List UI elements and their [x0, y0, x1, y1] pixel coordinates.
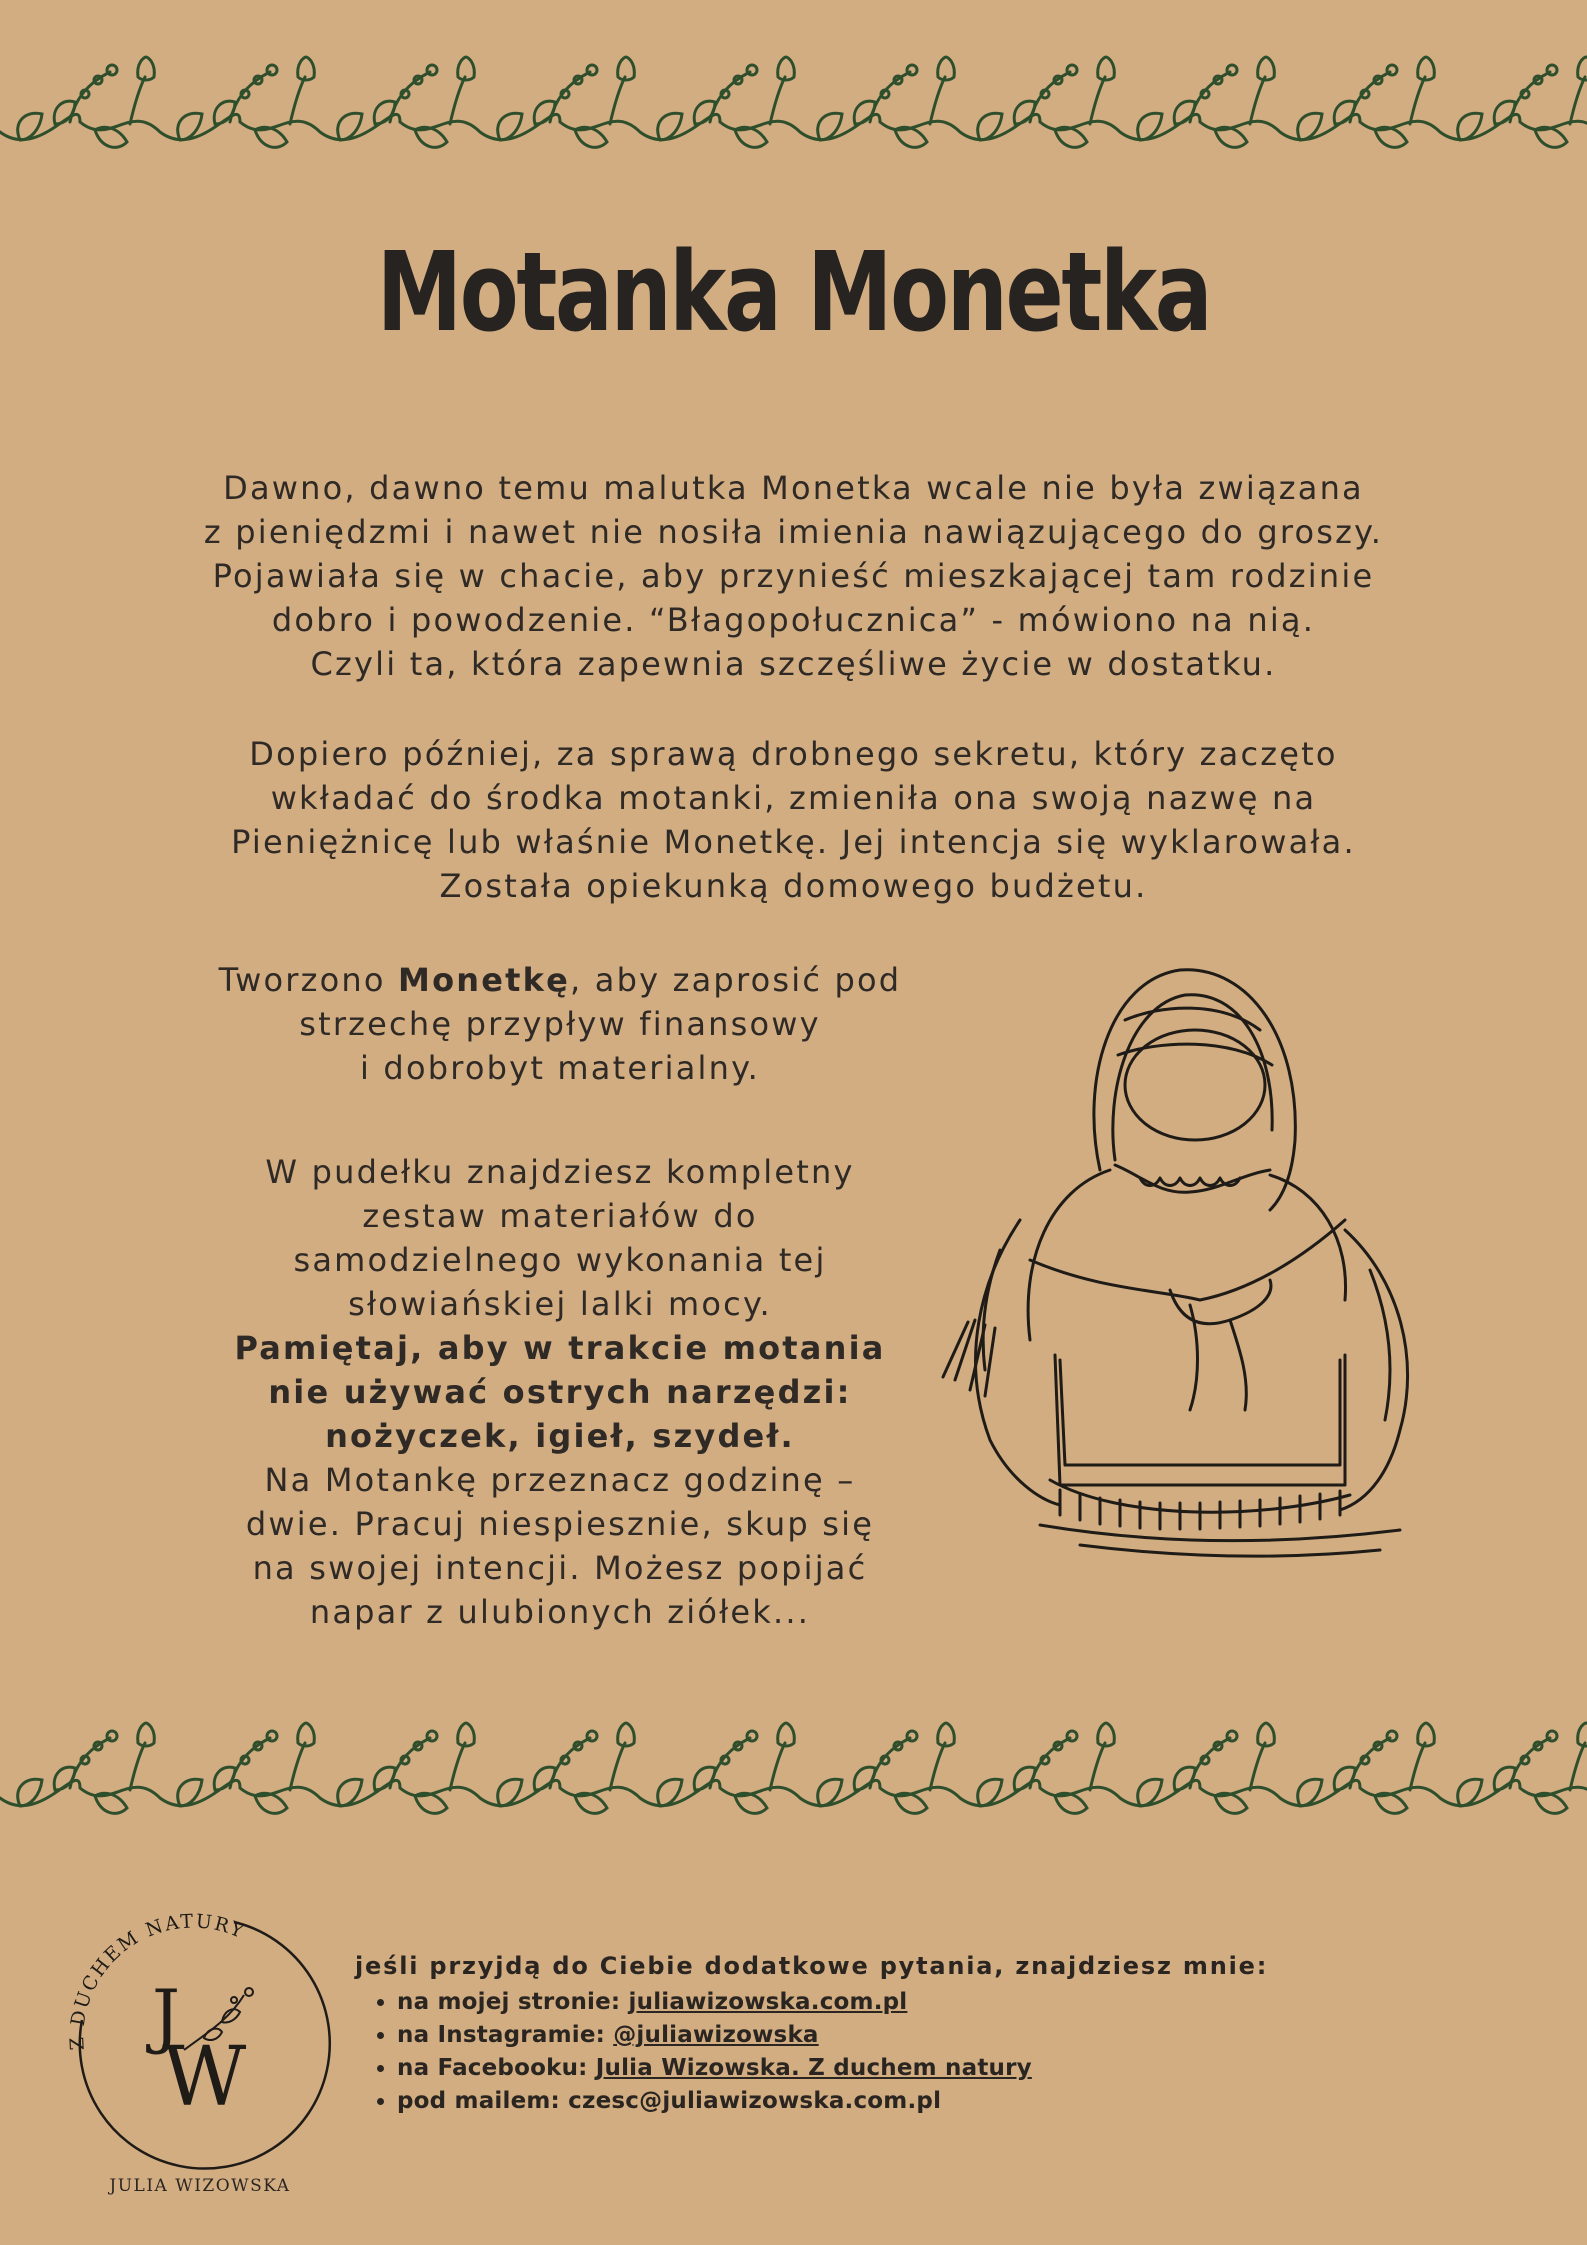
text-line: i dobrobyt materialny. [359, 1049, 761, 1087]
contact-item-email [397, 2085, 1268, 2118]
monogram-w: W [162, 2030, 247, 2125]
text-line: dwie. Pracuj niespiesznie, skup się [245, 1505, 875, 1543]
warning-line: nożyczek, igieł, szydeł. [325, 1417, 795, 1455]
text-line: słowiańskiej lalki mocy. [348, 1285, 772, 1323]
instagram-link[interactable]: @juliawizowska [613, 2022, 819, 2048]
text-line: wkładać do środka motanki, zmieniła ona swoją nazwę na [270, 779, 1317, 817]
text-line: na swojej intencji. Możesz popijać [252, 1549, 868, 1587]
contact-section [355, 1952, 1268, 2118]
text-line: Na Motankę przeznacz godzinę – [264, 1461, 856, 1499]
instructions-paragraph [190, 1150, 930, 1634]
text-line: Dawno, dawno temu malutka Monetka wcale nie była związana [223, 469, 1364, 507]
text-line: W pudełku znajdziesz kompletny [265, 1153, 855, 1191]
text-line: Została opiekunką domowego budżetu. [439, 867, 1148, 905]
warning-line: nie używać ostrych narzędzi: [268, 1373, 852, 1411]
contact-label: na mojej stronie: [397, 1989, 629, 2015]
text-line: strzechę przypływ finansowy [299, 1005, 821, 1043]
purpose-paragraph [190, 958, 930, 1090]
contact-item-website [397, 1986, 1268, 2019]
warning-line: Pamiętaj, aby w trakcie motania [234, 1329, 886, 1367]
contact-list [355, 1986, 1268, 2118]
logo-monogram-icon [44, 1900, 344, 2200]
text-line: z pieniędzmi i nawet nie nosiła imienia nawiązującego do groszy. [203, 513, 1384, 551]
contact-item-facebook [397, 2052, 1268, 2085]
vine-border-bottom [0, 1718, 1587, 1848]
text-line: Pojawiała się w chacie, aby przynieść mieszkającej tam rodzinie [212, 557, 1375, 595]
contact-label: na Instagramie: [397, 2022, 614, 2048]
text-line: Pieniężnicę lub właśnie Monetkę. Jej intencja się wyklarowała. [231, 823, 1356, 861]
history-paragraph [0, 732, 1587, 908]
text-line [190, 958, 930, 1002]
text-fragment: Tworzono [218, 961, 399, 999]
contact-label: na Facebooku: [397, 2055, 596, 2081]
bold-text: Monetkę [398, 961, 571, 999]
intro-paragraph [0, 466, 1587, 686]
text-line: samodzielnego wykonania tej [293, 1241, 827, 1279]
logo-name: JULIA WIZOWSKA [109, 2176, 291, 2196]
vine-border-icon [0, 1718, 1587, 1848]
contact-heading: jeśli przyjdą do Ciebie dodatkowe pytania, znajdziesz mnie: [355, 1952, 1269, 1980]
page-title: Motanka Monetka [376, 228, 1211, 356]
logo-arc-text: Z DUCHEM NATURY [66, 1910, 249, 2051]
monogram-j: J [152, 1975, 181, 2057]
logo [44, 1900, 344, 2200]
text-line: dobro i powodzenie. “Błagopołucznica” - mówiono na nią. [271, 601, 1316, 639]
text-line: Dopiero później, za sprawą drobnego sekretu, który zaczęto [249, 735, 1338, 773]
vine-border-icon [0, 52, 1587, 182]
text-line: napar z ulubionych ziółek... [309, 1593, 811, 1631]
email-address: czesc@juliawizowska.com.pl [568, 2088, 942, 2114]
text-line: Czyli ta, która zapewnia szczęśliwe życie w dostatku. [310, 645, 1277, 683]
text-line: zestaw materiałów do [362, 1197, 758, 1235]
contact-label: pod mailem: [397, 2088, 569, 2114]
facebook-link[interactable]: Julia Wizowska. Z duchem natury [595, 2055, 1032, 2081]
motanka-doll-illustration [900, 960, 1440, 1560]
contact-item-instagram [397, 2019, 1268, 2052]
website-link[interactable]: juliawizowska.com.pl [628, 1989, 908, 2015]
vine-border-top [0, 52, 1587, 182]
text-fragment: , aby zaprosić pod [570, 961, 902, 999]
